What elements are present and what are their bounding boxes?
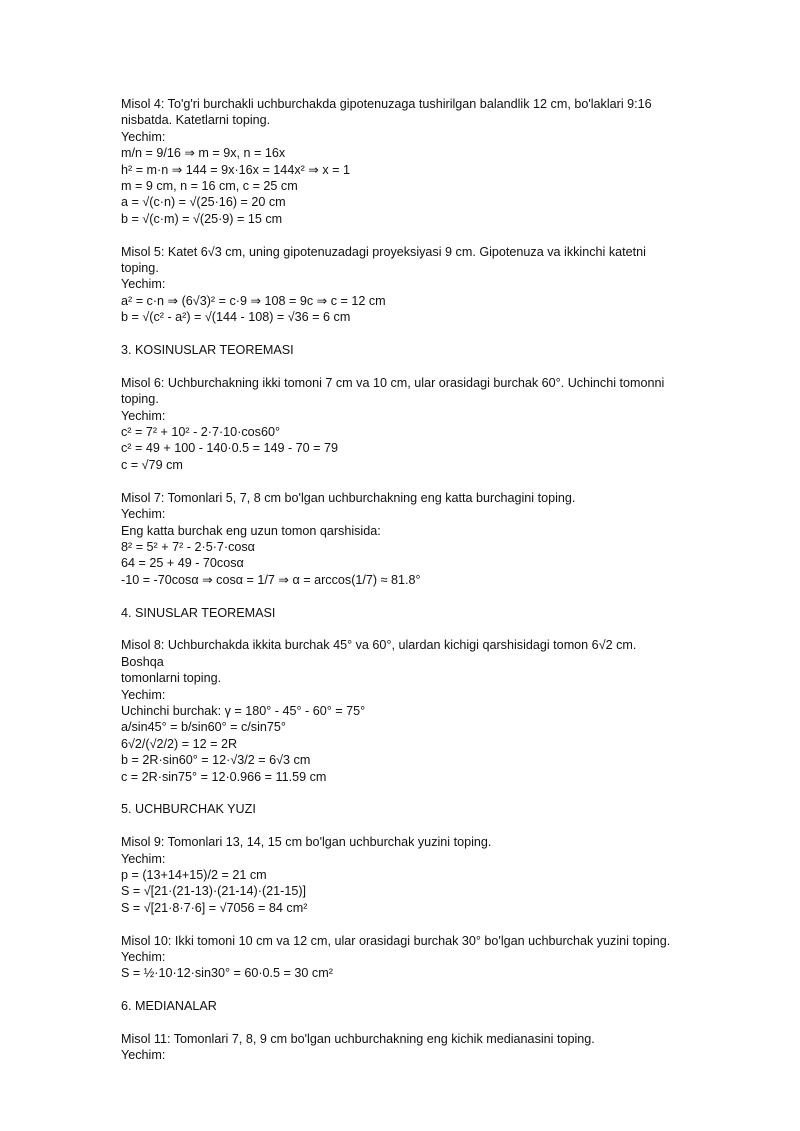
- text-line: c = 2R·sin75° = 12·0.966 = 11.59 cm: [121, 769, 327, 784]
- solution-label: Yechim:: [121, 129, 166, 144]
- text-line: nisbatda. Katetlarni toping.: [121, 113, 271, 128]
- solution-label: Yechim:: [121, 1048, 166, 1063]
- solution-label: Yechim:: [121, 277, 166, 292]
- example-statement: Misol 7: Tomonlari 5, 7, 8 cm bo'lgan uchburchakning eng katta burchagini toping.: [121, 490, 576, 505]
- text-line: m/n = 9/16 ⇒ m = 9x, n = 16x: [121, 146, 286, 161]
- blank-line: [121, 588, 680, 604]
- text-line: S = √[21·(21-13)·(21-14)·(21-15)]: [121, 884, 307, 899]
- text-line: m = 9 cm, n = 16 cm, c = 25 cm: [121, 179, 298, 194]
- text-line: S = ½·10·12·sin30° = 60·0.5 = 30 cm²: [121, 966, 333, 981]
- text-line: tomonlarni toping.: [121, 671, 222, 686]
- solution-label: Yechim:: [121, 949, 166, 964]
- example-statement: Misol 8: Uchburchakda ikkita burchak 45° va 60°, ulardan kichigi qarshisidagi tomon 6√2 cm. Boshqa: [121, 638, 640, 669]
- example-statement: Misol 5: Katet 6√3 cm, uning gipotenuzadagi proyeksiyasi 9 cm. Gipotenuza va ikkinchi katetni toping.: [121, 244, 650, 276]
- example-statement: Misol 6: Uchburchakning ikki tomoni 7 cm va 10 cm, ular orasidagi burchak 60°. Uchinchi tomonni: [121, 375, 665, 390]
- blank-line: [121, 818, 680, 834]
- text-line: 6√2/(√2/2) = 12 = 2R: [121, 736, 238, 751]
- example-statement: Misol 4: To'g'ri burchakli uchburchakda gipotenuzaga tushirilgan balandlik 12 cm, bo'laklari 9:16: [121, 97, 652, 111]
- blank-line: [121, 473, 680, 489]
- blank-line: [121, 227, 680, 243]
- section-heading: 5. UCHBURCHAK YUZI: [121, 802, 256, 817]
- example-statement: Misol 11: Tomonlari 7, 8, 9 cm bo'lgan uchburchakning eng kichik medianasini toping.: [121, 1031, 595, 1046]
- text-line: b = √(c² - a²) = √(144 - 108) = √36 = 6 cm: [121, 310, 351, 325]
- blank-line: [121, 326, 680, 342]
- text-line: h² = m·n ⇒ 144 = 9x·16x = 144x² ⇒ x = 1: [121, 162, 351, 177]
- blank-line: [121, 785, 680, 801]
- text-line: c² = 7² + 10² - 2·7·10·cos60°: [121, 425, 281, 440]
- text-line: c² = 49 + 100 - 140·0.5 = 149 - 70 = 79: [121, 441, 339, 456]
- blank-line: [121, 358, 680, 374]
- text-line: S = √[21·8·7·6] = √7056 = 84 cm²: [121, 900, 308, 915]
- example-statement: Misol 9: Tomonlari 13, 14, 15 cm bo'lgan uchburchak yuzini toping.: [121, 835, 492, 850]
- solution-label: Yechim:: [121, 851, 166, 866]
- text-line: -10 = -70cosα ⇒ cosα = 1/7 ⇒ α = arccos(1/7) ≈ 81.8°: [121, 572, 421, 587]
- example-statement: Misol 10: Ikki tomoni 10 cm va 12 cm, ular orasidagi burchak 30° bo'lgan uchburchak yuzini toping.: [121, 933, 671, 948]
- text-line: Eng katta burchak eng uzun tomon qarshisida:: [121, 523, 381, 538]
- blank-line: [121, 621, 680, 637]
- blank-line: [121, 982, 680, 998]
- document-body: [121, 96, 680, 1064]
- text-line: toping.: [121, 392, 159, 407]
- section-heading: 6. MEDIANALAR: [121, 999, 217, 1014]
- text-line: p = (13+14+15)/2 = 21 cm: [121, 867, 267, 882]
- section-heading: 4. SINUSLAR TEOREMASI: [121, 605, 276, 620]
- solution-label: Yechim:: [121, 507, 166, 522]
- solution-label: Yechim:: [121, 687, 166, 702]
- section-heading: 3. KOSINUSLAR TEOREMASI: [121, 343, 294, 358]
- solution-label: Yechim:: [121, 408, 166, 423]
- text-line: b = √(c·m) = √(25·9) = 15 cm: [121, 211, 283, 226]
- blank-line: [121, 1015, 680, 1031]
- text-line: a = √(c·n) = √(25·16) = 20 cm: [121, 195, 286, 210]
- text-line: 8² = 5² + 7² - 2·5·7·cosα: [121, 539, 255, 554]
- text-line: a² = c·n ⇒ (6√3)² = c·9 ⇒ 108 = 9c ⇒ c = 12 cm: [121, 293, 386, 308]
- blank-line: [121, 916, 680, 932]
- text-line: c = √79 cm: [121, 457, 183, 472]
- text-line: Uchinchi burchak: γ = 180° - 45° - 60° = 75°: [121, 703, 366, 718]
- text-line: 64 = 25 + 49 - 70cosα: [121, 556, 244, 571]
- text-line: b = 2R·sin60° = 12·√3/2 = 6√3 cm: [121, 753, 311, 768]
- text-line: a/sin45° = b/sin60° = c/sin75°: [121, 720, 286, 735]
